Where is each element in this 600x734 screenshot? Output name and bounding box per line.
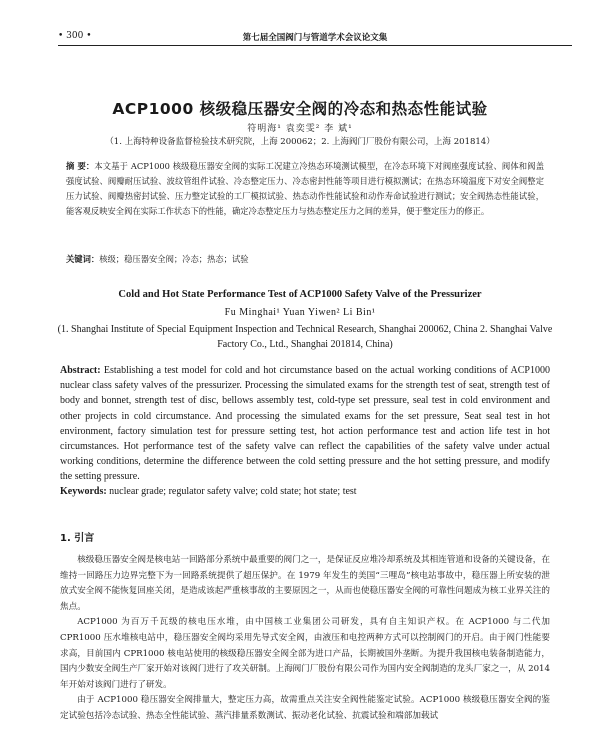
abstract-cn xyxy=(66,159,544,219)
keywords-cn-text: 核级；稳压器安全阀；冷态；热态；试验 xyxy=(99,254,249,264)
keywords-cn-label: 关键词： xyxy=(66,254,100,264)
paragraph: 核级稳压器安全阀是核电站一回路部分系统中最重要的阀门之一，是保证反应堆冷却系统及其相连管道和设备的关键设备，在维持一回路压力边界完整下为一回路系统提供了超压保护。在 1979 年发生的美国“三哩岛”核电站事故中，稳压器上所安装的泄放式安全阀不能恢复回座关闭，是造成该起严重核事故的主要原因之一，从而也使稳压器安全阀的可靠性问题成为核工业界关注的焦点。 xyxy=(60,555,550,612)
affiliation-en: (1. Shanghai Institute of Special Equipment Inspection and Technical Research, Shanghai 200062, China 2. Shanghai Valve Factory Co., Ltd., Shanghai 201814, China) xyxy=(57,324,553,350)
keywords-cn xyxy=(66,253,544,265)
abstract-cn-text: 本文基于 ACP1000 核级稳压器安全阀的实际工况建立冷热态环境测试模型，在冷态环境下对阀座强度试验、阀体和阀盖强度试验、阀瓣耐压试验、波纹管组件试验、冷态整定压力、冷态密封性能等项目进行模拟测试；在热态环境温度下对安全阀整定压力试验、阀瓣热密封试验、压力整定试验的工厂模拟试验、热态动作性能试验和动作寿命试验进行测试；安全阀热态性能试验，能客观反映安全阀在实际工作状态下的性能，确定冷态整定压力与热态整定压力之间的差异，便于整定压力的修正。 xyxy=(66,161,544,216)
paper-title-en: Cold and Hot State Performance Test of ACP1000 Safety Valve of the Pressurizer xyxy=(118,289,482,300)
paragraph: ACP1000 为百万千瓦级的核电压水堆，由中国核工业集团公司研发，具有自主知识产权。在 ACP1000 与二代加 CPR1000 压水堆核电站中，稳压器安全阀均采用先导式安全阀，由液压和电控两种方式可以控制阀门的开启。由于阀门性能要求高，目前国内 CPR1000 核电站使用的核级稳压器安全阀全部为进口产品，长期被国外垄断。为提升我国核电装备制造能力，国内少数安全阀生产厂家开始对该阀门进行了攻关研制。上海阀门厂股份有限公司作为国内安全阀制造的龙头厂家之一，从 2014 年开始对该阀门进行了研发。 xyxy=(60,617,550,690)
paragraph: 由于 ACP1000 稳压器安全阀排量大，整定压力高，故需重点关注安全阀性能鉴定试验。ACP1000 核级稳压器安全阀的鉴定试验包括冷态试验、热态全性能试验、蒸汽排量系数测试、振动老化试验、抗震试验和端部加载试 xyxy=(60,695,550,721)
section-body xyxy=(60,553,550,725)
abstract-en-label: Abstract: xyxy=(60,365,101,376)
abstract-cn-label: 摘 要： xyxy=(66,161,95,171)
section-heading: 1. 引言 xyxy=(60,533,95,544)
abstract-en-text: Establishing a test model for cold and hot circumstance based on the actual working conditions of ACP1000 nuclear class safety valves of the pressurizer. Processing the simulated exams for the strength test of seat, strength test of body and bonnet, strength test of disc, bellows assembly test, cold-type set pressure, seal test in cold environment and other projects in cold circumstance. And processing the simulated exams for the set pressure, Seat seal test in hot environment, factory simulation test for pressure setting test, hot action performance test and action life test in hot circumstances. Hot performance test of the safety valve can reflect the capabilities of the safety valve under actual working conditions, determine the difference between the cold setting pressure and the hot setting pressure, and modify the setting pressure. xyxy=(60,365,550,483)
running-header xyxy=(58,31,572,46)
page-number: • 300 • xyxy=(58,31,92,41)
paper-title-cn: ACP1000 核级稳压器安全阀的冷态和热态性能试验 xyxy=(112,100,488,118)
keywords-en xyxy=(60,486,550,497)
authors-en: Fu Minghai¹ Yuan Yiwen² Li Bin¹ xyxy=(224,307,376,318)
keywords-en-label: Keywords: xyxy=(60,486,107,497)
journal-title: 第七届全国阀门与管道学术会议论文集 xyxy=(242,33,388,43)
keywords-en-text: nuclear grade; regulator safety valve; cold state; hot state; test xyxy=(109,486,357,497)
abstract-en xyxy=(60,363,550,485)
affiliation-cn: （1. 上海特种设备监督检验技术研究院，上海 200062；2. 上海阀门厂股份有限公司，上海 201814） xyxy=(105,137,495,147)
authors-cn: 符明海¹ 袁奕雯² 李 斌¹ xyxy=(247,124,353,134)
